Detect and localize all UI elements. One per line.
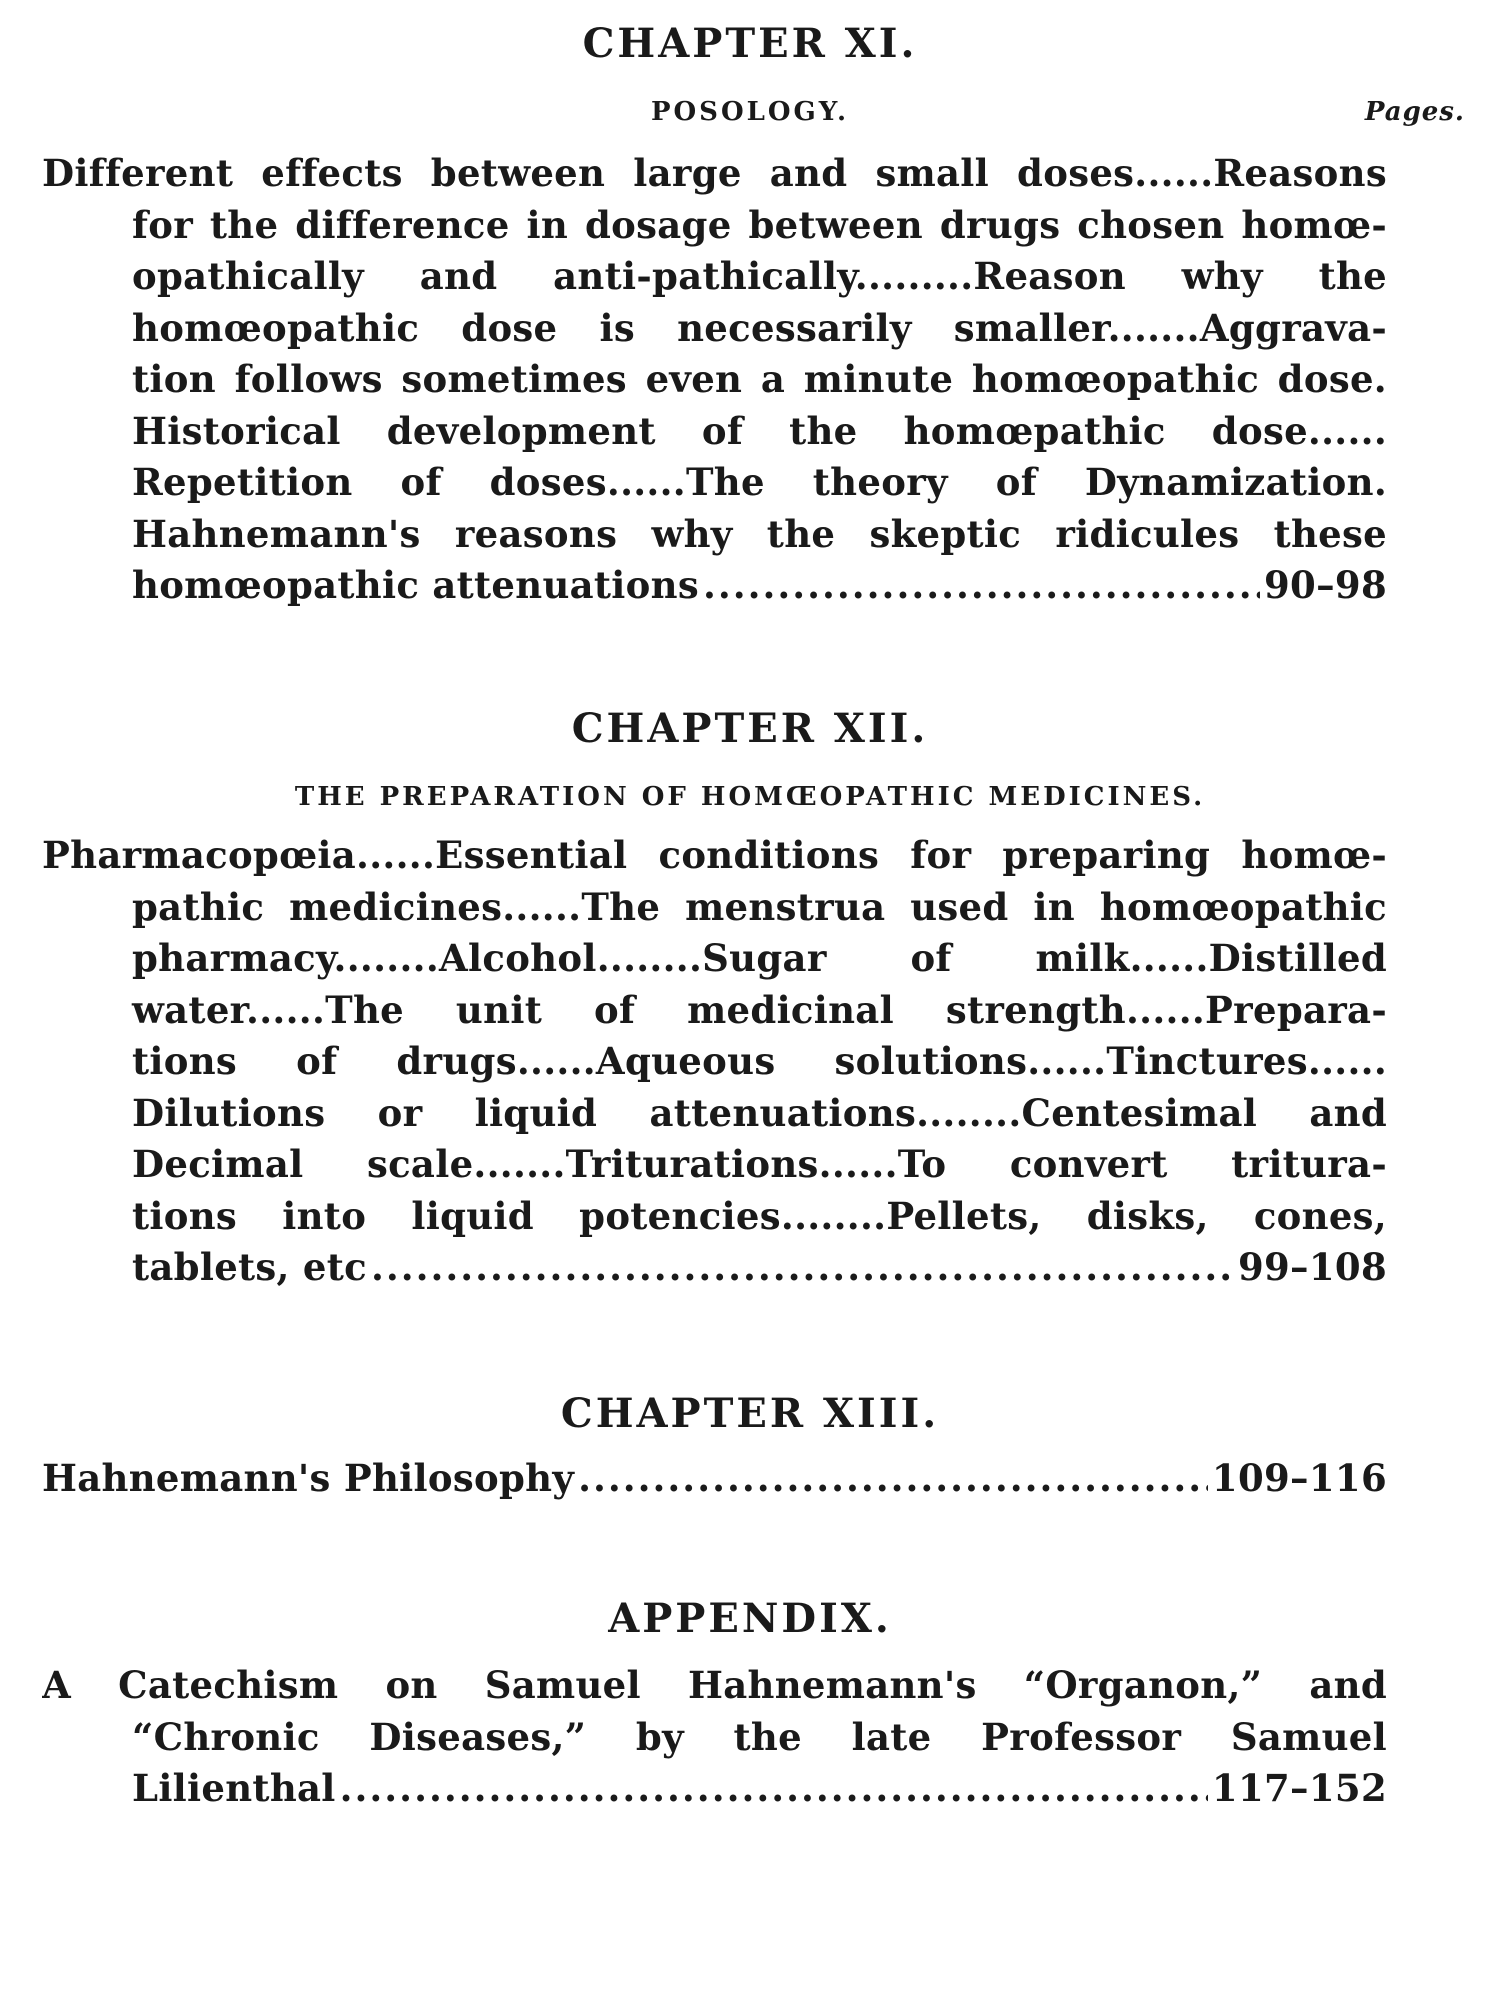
entry-line: homœopathic dose is necessarily smaller.......Aggrava- (132, 305, 1387, 350)
entry-line: Pharmacopœia......Essential conditions for preparing homœ- (42, 833, 1387, 877)
entry-line: Different effects between large and small doses......Reasons (42, 151, 1387, 195)
dot-leader (371, 1242, 1234, 1294)
page-range: 117–152 (1211, 1766, 1387, 1810)
entry-last-line-text: Lilienthal (132, 1766, 336, 1810)
dot-leader (340, 1763, 1208, 1815)
entry-last-line-text: tablets, etc (132, 1245, 367, 1289)
chapter-xii-entry (42, 830, 1387, 1294)
entry-last-line-text: Hahnemann's Philosophy (42, 1456, 575, 1500)
entry-line: tion follows sometimes even a minute homœopathic dose. (132, 357, 1387, 401)
entry-last-line (42, 560, 1387, 612)
entry-line: for the difference in dosage between drugs chosen homœ- (132, 202, 1387, 247)
dot-leader (703, 560, 1260, 612)
chapter-xi-entry (42, 148, 1387, 612)
entry-line: tions into liquid potencies........Pellets, disks, cones, (132, 1193, 1387, 1238)
entry-last-line-text: homœopathic attenuations (132, 563, 699, 607)
entry-line: Repetition of doses......The theory of Dynamization. (132, 460, 1387, 504)
chapter-xi-heading: CHAPTER XI. (582, 20, 918, 67)
entry-line: pathic medicines......The menstrua used in homœopathic (132, 884, 1387, 929)
entry-line: Historical development of the homœpathic dose...... (132, 408, 1387, 453)
entry-line: opathically and anti-pathically.........Reason why the (132, 254, 1387, 298)
entry-line: Decimal scale.......Triturations......To convert tritura- (132, 1142, 1387, 1186)
chapter-xiii-entry (42, 1453, 1387, 1505)
chapter-xii-heading: CHAPTER XII. (571, 705, 929, 752)
entry-line: pharmacy........Alcohol........Sugar of milk......Distilled (132, 936, 1387, 980)
entry-last-line (42, 1242, 1387, 1294)
chapter-xiii-heading: CHAPTER XIII. (560, 1390, 940, 1437)
chapter-xii-subheading: THE PREPARATION OF HOMŒOPATHIC MEDICINES. (294, 782, 1206, 812)
pages-column-label: Pages. (1364, 97, 1465, 127)
dot-leader (578, 1453, 1208, 1505)
appendix-entry (42, 1660, 1387, 1815)
entry-line: water......The unit of medicinal strength......Prepara- (132, 987, 1387, 1032)
entry-line: tions of drugs......Aqueous solutions......Tinctures...... (132, 1039, 1387, 1083)
appendix-heading: APPENDIX. (608, 1595, 892, 1642)
entry-line: Dilutions or liquid attenuations........Centesimal and (132, 1090, 1387, 1135)
page-range: 109–116 (1211, 1456, 1387, 1500)
entry-line: “Chronic Diseases,” by the late Professor Samuel (132, 1714, 1387, 1759)
page-range: 90–98 (1264, 563, 1387, 607)
page-range: 99–108 (1237, 1245, 1387, 1289)
entry-line: Hahnemann's reasons why the skeptic ridicules these (132, 511, 1387, 556)
entry-last-line (42, 1763, 1387, 1815)
entry-line: A Catechism on Samuel Hahnemann's “Organon,” and (42, 1663, 1387, 1707)
chapter-xi-subheading: POSOLOGY. (650, 97, 850, 127)
entry-last-line (42, 1453, 1387, 1505)
